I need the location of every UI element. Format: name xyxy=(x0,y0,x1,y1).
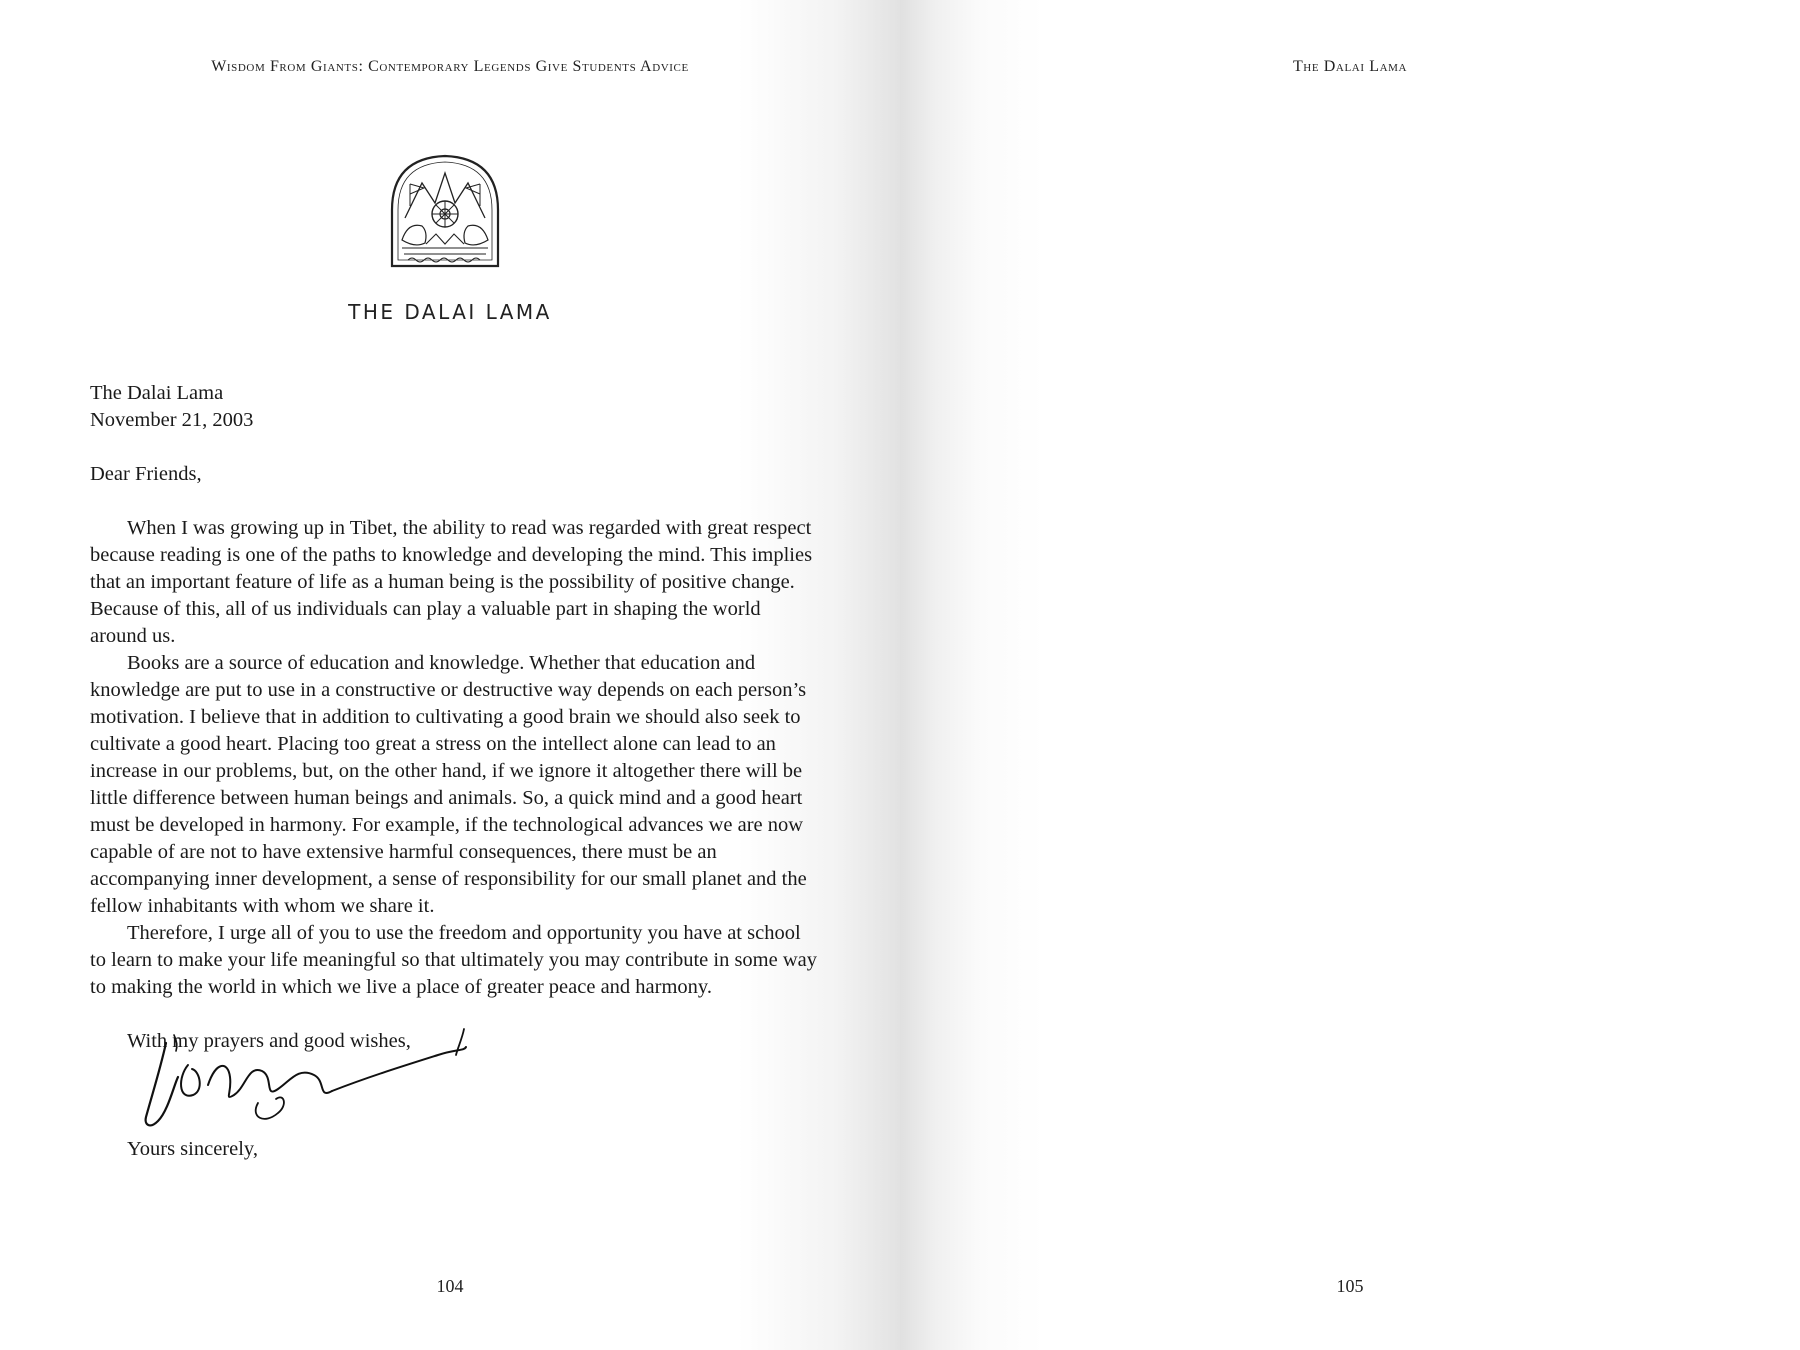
sender-name: The Dalai Lama xyxy=(90,382,224,404)
letter-paragraph-3: Therefore, I urge all of you to use the freedom and opportunity you have at school to learn to make your life meaningful so that ultimately you may contribute in some way to making the world in which we live a place of greater peace and harmony. xyxy=(90,922,817,998)
sign-off: Yours sincerely, xyxy=(127,1138,258,1160)
page-number-right: 105 xyxy=(1336,1276,1364,1296)
running-head-right: The Dalai Lama xyxy=(1292,58,1408,75)
closing-line: With my prayers and good wishes, xyxy=(127,1030,411,1052)
salutation: Dear Friends, xyxy=(90,463,202,485)
right-page xyxy=(900,0,1800,1350)
letter-paragraph-1: When I was growing up in Tibet, the ability to read was regarded with great respect because reading is one of the paths to knowledge and developing the mind. This implies that an important feature of life as a human being is the possibility of positive change. Because of this, all of us individuals can play a valuable part in shaping the world around us. xyxy=(90,517,813,647)
page-number-left: 104 xyxy=(436,1276,464,1296)
letter-date: November 21, 2003 xyxy=(90,409,254,431)
letter-body xyxy=(90,380,820,1001)
handwritten-signature xyxy=(138,1025,478,1145)
running-head-left: Wisdom From Giants: Contemporary Legends Give Students Advice xyxy=(211,58,689,75)
letter-paragraph-2: Books are a source of education and knowledge. Whether that education and knowledge are put to use in a constructive or destructive way depends on each person’s motivation. I believe that in addition to cultivating a good brain we should also seek to cultivate a good heart. Placing too great a stress on the intellect alone can lead to an increase in our problems, but, on the other hand, if we ignore it altogether there will be little difference between human beings and animals. So, a quick mind and a good heart must be developed in harmony. For example, if the technological advances we are now capable of are not to have extensive harmful consequences, there must be an accompanying inner development, a sense of responsibility for our small planet and the fellow inhabitants with whom we share it. xyxy=(90,652,807,917)
official-seal-icon xyxy=(380,148,510,278)
letterhead-title: THE DALAI LAMA xyxy=(348,300,552,324)
